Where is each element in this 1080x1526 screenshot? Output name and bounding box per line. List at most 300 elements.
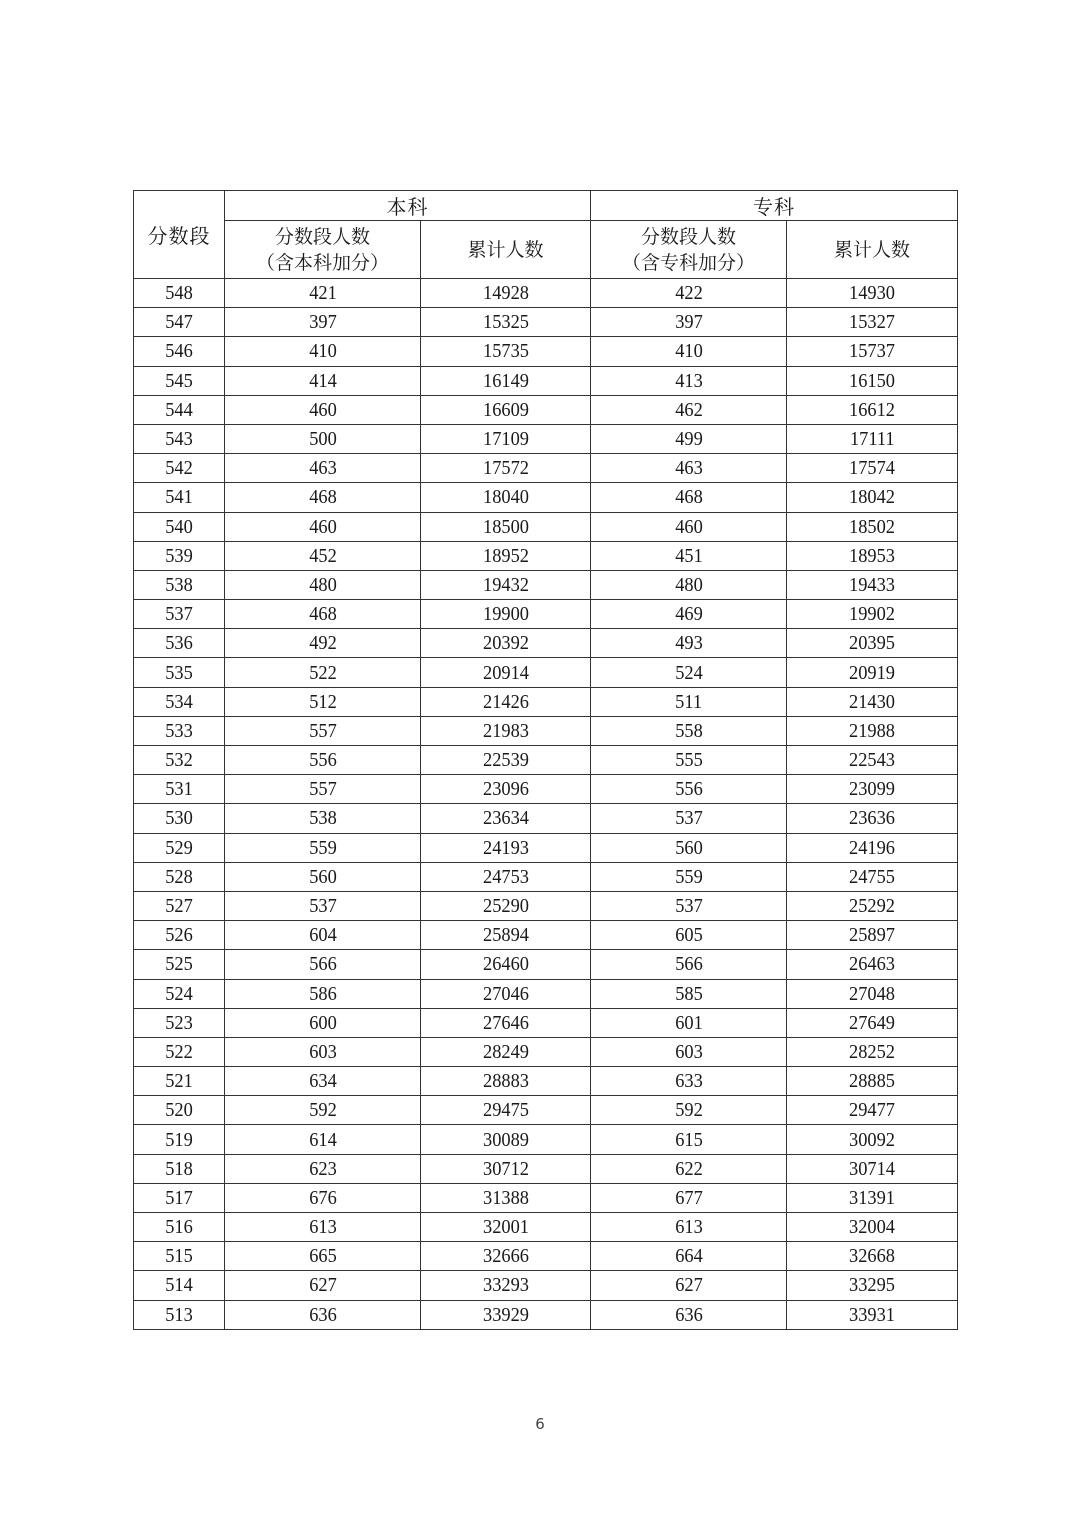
cell-undergraduate-count bbox=[225, 804, 421, 833]
cell-undergraduate-cumulative-value: 25290 bbox=[482, 895, 529, 918]
cell-undergraduate-cumulative-value: 15735 bbox=[482, 340, 529, 363]
cell-vocational-cumulative-value: 25897 bbox=[849, 924, 895, 947]
table-row bbox=[134, 395, 958, 424]
cell-score bbox=[134, 629, 225, 658]
cell-score bbox=[134, 891, 225, 920]
cell-vocational-count bbox=[591, 337, 787, 366]
cell-score bbox=[134, 279, 225, 308]
cell-vocational-cumulative bbox=[787, 1125, 958, 1154]
table-row bbox=[134, 570, 958, 599]
cell-score bbox=[134, 570, 225, 599]
cell-vocational-count bbox=[591, 1125, 787, 1154]
cell-vocational-count bbox=[591, 366, 787, 395]
cell-undergraduate-cumulative bbox=[421, 804, 591, 833]
cell-undergraduate-count bbox=[225, 921, 421, 950]
cell-undergraduate-count bbox=[225, 337, 421, 366]
table-row bbox=[134, 1125, 958, 1154]
cell-undergraduate-cumulative-value: 26460 bbox=[482, 953, 529, 976]
cell-vocational-count-value: 537 bbox=[674, 895, 703, 918]
cell-undergraduate-cumulative-value: 25894 bbox=[482, 924, 529, 947]
cell-vocational-count-value: 677 bbox=[674, 1186, 703, 1209]
cell-undergraduate-count bbox=[225, 1067, 421, 1096]
cell-undergraduate-count bbox=[225, 658, 421, 687]
cell-vocational-count-value: 636 bbox=[674, 1303, 703, 1326]
cell-undergraduate-count bbox=[225, 600, 421, 629]
cell-vocational-cumulative-value: 18953 bbox=[849, 544, 895, 567]
cell-undergraduate-count bbox=[225, 366, 421, 395]
cell-undergraduate-count-value: 559 bbox=[308, 836, 337, 859]
cell-vocational-cumulative bbox=[787, 1213, 958, 1242]
cell-vocational-count bbox=[591, 629, 787, 658]
cell-vocational-cumulative-value: 24196 bbox=[849, 836, 895, 859]
cell-vocational-count bbox=[591, 541, 787, 570]
cell-undergraduate-count-value: 613 bbox=[308, 1216, 337, 1239]
cell-score-value: 519 bbox=[165, 1128, 193, 1151]
cell-vocational-count bbox=[591, 1096, 787, 1125]
cell-undergraduate-cumulative bbox=[421, 1300, 591, 1329]
table-body bbox=[134, 279, 958, 1330]
cell-undergraduate-count-value: 586 bbox=[308, 982, 337, 1005]
cell-vocational-cumulative bbox=[787, 1037, 958, 1066]
cell-undergraduate-cumulative bbox=[421, 629, 591, 658]
cell-vocational-cumulative-value: 30092 bbox=[849, 1128, 895, 1151]
cell-vocational-count-value: 613 bbox=[674, 1216, 703, 1239]
cell-undergraduate-count bbox=[225, 395, 421, 424]
table-row bbox=[134, 1271, 958, 1300]
cell-vocational-cumulative-value: 27048 bbox=[849, 982, 895, 1005]
cell-vocational-count-value: 585 bbox=[674, 982, 703, 1005]
cell-vocational-count bbox=[591, 1037, 787, 1066]
cell-vocational-cumulative bbox=[787, 716, 958, 745]
cell-vocational-cumulative bbox=[787, 337, 958, 366]
cell-undergraduate-count-value: 623 bbox=[308, 1157, 337, 1180]
cell-undergraduate-cumulative bbox=[421, 1125, 591, 1154]
cell-score bbox=[134, 775, 225, 804]
cell-undergraduate-count bbox=[225, 687, 421, 716]
cell-undergraduate-count bbox=[225, 1300, 421, 1329]
cell-vocational-cumulative-value: 15737 bbox=[849, 340, 895, 363]
cell-undergraduate-count bbox=[225, 716, 421, 745]
cell-undergraduate-cumulative bbox=[421, 308, 591, 337]
cell-vocational-count-value: 555 bbox=[674, 749, 703, 772]
cell-vocational-count-value: 524 bbox=[674, 661, 703, 684]
cell-undergraduate-count-value: 512 bbox=[308, 690, 337, 713]
cell-score bbox=[134, 1183, 225, 1212]
cell-undergraduate-cumulative-value: 30712 bbox=[482, 1157, 529, 1180]
cell-undergraduate-cumulative bbox=[421, 1213, 591, 1242]
cell-score-value: 528 bbox=[165, 865, 193, 888]
cell-vocational-count-value: 559 bbox=[674, 865, 703, 888]
cell-undergraduate-count-value: 566 bbox=[308, 953, 337, 976]
header-vocational-count bbox=[591, 221, 787, 279]
cell-undergraduate-cumulative-value: 20392 bbox=[482, 632, 529, 655]
cell-undergraduate-count bbox=[225, 424, 421, 453]
cell-score bbox=[134, 687, 225, 716]
cell-undergraduate-cumulative bbox=[421, 833, 591, 862]
cell-vocational-count-value: 397 bbox=[674, 311, 703, 334]
header-undergraduate-cumulative: 累计人数 bbox=[421, 221, 591, 279]
cell-score bbox=[134, 1037, 225, 1066]
cell-vocational-count-value: 460 bbox=[674, 515, 703, 538]
cell-vocational-cumulative bbox=[787, 746, 958, 775]
cell-undergraduate-count bbox=[225, 1154, 421, 1183]
cell-undergraduate-count-value: 421 bbox=[308, 282, 337, 305]
table-row bbox=[134, 687, 958, 716]
cell-undergraduate-cumulative bbox=[421, 541, 591, 570]
cell-vocational-count bbox=[591, 1154, 787, 1183]
cell-vocational-cumulative-value: 18502 bbox=[849, 515, 895, 538]
cell-vocational-cumulative-value: 23099 bbox=[849, 778, 895, 801]
cell-undergraduate-cumulative bbox=[421, 1008, 591, 1037]
cell-undergraduate-count-value: 592 bbox=[308, 1099, 337, 1122]
cell-score-value: 515 bbox=[165, 1245, 193, 1268]
cell-undergraduate-count bbox=[225, 570, 421, 599]
cell-vocational-cumulative-value: 21430 bbox=[849, 690, 895, 713]
cell-vocational-cumulative-value: 19902 bbox=[849, 603, 895, 626]
cell-vocational-count-value: 413 bbox=[674, 369, 703, 392]
table-row bbox=[134, 921, 958, 950]
cell-undergraduate-cumulative-value: 21983 bbox=[482, 719, 529, 742]
cell-undergraduate-cumulative bbox=[421, 366, 591, 395]
cell-score-value: 544 bbox=[165, 398, 193, 421]
cell-undergraduate-count-value: 634 bbox=[308, 1070, 337, 1093]
cell-vocational-cumulative bbox=[787, 775, 958, 804]
cell-vocational-count-value: 480 bbox=[674, 573, 703, 596]
cell-undergraduate-cumulative-value: 23634 bbox=[482, 807, 529, 830]
cell-vocational-cumulative-value: 20919 bbox=[849, 661, 895, 684]
cell-undergraduate-count bbox=[225, 1037, 421, 1066]
cell-score bbox=[134, 1096, 225, 1125]
cell-vocational-count bbox=[591, 804, 787, 833]
cell-undergraduate-cumulative-value: 29475 bbox=[482, 1099, 529, 1122]
cell-undergraduate-cumulative bbox=[421, 979, 591, 1008]
cell-undergraduate-count-value: 468 bbox=[308, 603, 337, 626]
cell-undergraduate-count-value: 463 bbox=[308, 457, 337, 480]
table-row bbox=[134, 1183, 958, 1212]
cell-undergraduate-count bbox=[225, 1125, 421, 1154]
cell-undergraduate-cumulative-value: 28249 bbox=[482, 1040, 529, 1063]
cell-undergraduate-cumulative bbox=[421, 512, 591, 541]
cell-vocational-cumulative-value: 28885 bbox=[849, 1070, 895, 1093]
cell-undergraduate-cumulative-value: 32001 bbox=[482, 1216, 529, 1239]
cell-vocational-cumulative bbox=[787, 541, 958, 570]
cell-vocational-cumulative-value: 19433 bbox=[849, 573, 895, 596]
cell-score bbox=[134, 483, 225, 512]
cell-vocational-count-value: 592 bbox=[674, 1099, 703, 1122]
cell-score-value: 530 bbox=[165, 807, 193, 830]
header-score-segment: 分数段 bbox=[134, 191, 225, 279]
cell-score bbox=[134, 1008, 225, 1037]
cell-vocational-cumulative bbox=[787, 891, 958, 920]
cell-undergraduate-count-value: 468 bbox=[308, 486, 337, 509]
cell-undergraduate-count bbox=[225, 746, 421, 775]
cell-undergraduate-cumulative bbox=[421, 950, 591, 979]
cell-vocational-cumulative-value: 16612 bbox=[849, 398, 895, 421]
cell-vocational-count bbox=[591, 600, 787, 629]
cell-vocational-count-value: 622 bbox=[674, 1157, 703, 1180]
cell-vocational-count-value: 463 bbox=[674, 457, 703, 480]
cell-undergraduate-cumulative bbox=[421, 716, 591, 745]
cell-score-value: 547 bbox=[165, 311, 193, 334]
table-row bbox=[134, 541, 958, 570]
table-row bbox=[134, 279, 958, 308]
table-row bbox=[134, 862, 958, 891]
cell-undergraduate-cumulative bbox=[421, 746, 591, 775]
cell-vocational-cumulative bbox=[787, 483, 958, 512]
table-row bbox=[134, 658, 958, 687]
cell-vocational-count bbox=[591, 716, 787, 745]
cell-vocational-count bbox=[591, 891, 787, 920]
cell-undergraduate-cumulative-value: 27646 bbox=[482, 1011, 529, 1034]
cell-score-value: 532 bbox=[165, 749, 193, 772]
cell-undergraduate-cumulative bbox=[421, 279, 591, 308]
cell-undergraduate-cumulative-value: 23096 bbox=[482, 778, 529, 801]
cell-vocational-cumulative bbox=[787, 1008, 958, 1037]
cell-vocational-cumulative bbox=[787, 570, 958, 599]
cell-undergraduate-cumulative bbox=[421, 600, 591, 629]
cell-vocational-count bbox=[591, 1242, 787, 1271]
cell-score-value: 534 bbox=[165, 690, 193, 713]
cell-score-value: 516 bbox=[165, 1216, 193, 1239]
table-row bbox=[134, 979, 958, 1008]
cell-score-value: 535 bbox=[165, 661, 193, 684]
table-row bbox=[134, 746, 958, 775]
cell-undergraduate-cumulative bbox=[421, 921, 591, 950]
cell-vocational-cumulative-value: 32004 bbox=[849, 1216, 895, 1239]
cell-vocational-cumulative bbox=[787, 921, 958, 950]
cell-undergraduate-cumulative-value: 33929 bbox=[482, 1303, 529, 1326]
cell-vocational-cumulative bbox=[787, 279, 958, 308]
cell-vocational-cumulative-value: 16150 bbox=[849, 369, 895, 392]
cell-vocational-count bbox=[591, 833, 787, 862]
cell-undergraduate-cumulative-value: 21426 bbox=[482, 690, 529, 713]
cell-vocational-count-value: 469 bbox=[674, 603, 703, 626]
cell-score-value: 538 bbox=[165, 573, 193, 596]
header-vocational-count-line1: 分数段人数 bbox=[640, 225, 736, 248]
cell-vocational-count-value: 601 bbox=[674, 1011, 703, 1034]
cell-score bbox=[134, 921, 225, 950]
cell-vocational-cumulative bbox=[787, 687, 958, 716]
cell-vocational-cumulative-value: 26463 bbox=[849, 953, 895, 976]
cell-undergraduate-count bbox=[225, 833, 421, 862]
cell-score bbox=[134, 950, 225, 979]
cell-score bbox=[134, 658, 225, 687]
table-row bbox=[134, 366, 958, 395]
cell-score-value: 523 bbox=[165, 1011, 193, 1034]
cell-undergraduate-cumulative-value: 19432 bbox=[482, 573, 529, 596]
cell-undergraduate-count bbox=[225, 1271, 421, 1300]
cell-vocational-count bbox=[591, 454, 787, 483]
cell-vocational-cumulative bbox=[787, 833, 958, 862]
cell-vocational-count bbox=[591, 746, 787, 775]
table-row bbox=[134, 512, 958, 541]
header-vocational-count-line2: （含专科加分） bbox=[621, 251, 755, 274]
cell-undergraduate-cumulative bbox=[421, 1183, 591, 1212]
cell-score-value: 537 bbox=[165, 603, 193, 626]
cell-undergraduate-cumulative bbox=[421, 687, 591, 716]
header-undergraduate-count-line1: 分数段人数 bbox=[274, 225, 370, 248]
cell-vocational-cumulative bbox=[787, 308, 958, 337]
cell-undergraduate-count-value: 500 bbox=[308, 428, 337, 451]
cell-undergraduate-cumulative bbox=[421, 1154, 591, 1183]
table-row bbox=[134, 337, 958, 366]
cell-score bbox=[134, 746, 225, 775]
cell-vocational-count bbox=[591, 979, 787, 1008]
cell-undergraduate-count-value: 665 bbox=[308, 1245, 337, 1268]
cell-score bbox=[134, 454, 225, 483]
cell-undergraduate-count bbox=[225, 1183, 421, 1212]
cell-vocational-cumulative bbox=[787, 1154, 958, 1183]
cell-vocational-cumulative-value: 29477 bbox=[849, 1099, 895, 1122]
cell-vocational-cumulative bbox=[787, 1271, 958, 1300]
cell-undergraduate-cumulative bbox=[421, 775, 591, 804]
cell-undergraduate-count bbox=[225, 775, 421, 804]
cell-score-value: 539 bbox=[165, 544, 193, 567]
cell-undergraduate-count bbox=[225, 629, 421, 658]
cell-undergraduate-count bbox=[225, 483, 421, 512]
cell-score bbox=[134, 1125, 225, 1154]
cell-vocational-count-value: 560 bbox=[674, 836, 703, 859]
cell-vocational-count bbox=[591, 1008, 787, 1037]
cell-undergraduate-cumulative-value: 16609 bbox=[482, 398, 529, 421]
cell-vocational-count bbox=[591, 1300, 787, 1329]
cell-undergraduate-cumulative-value: 17109 bbox=[482, 428, 529, 451]
cell-undergraduate-count bbox=[225, 512, 421, 541]
page-number: 6 bbox=[535, 1415, 545, 1433]
cell-vocational-count-value: 627 bbox=[674, 1274, 703, 1297]
cell-score bbox=[134, 833, 225, 862]
cell-vocational-cumulative-value: 17574 bbox=[849, 457, 895, 480]
cell-undergraduate-cumulative bbox=[421, 1271, 591, 1300]
cell-undergraduate-cumulative-value: 19900 bbox=[482, 603, 529, 626]
cell-undergraduate-cumulative bbox=[421, 1242, 591, 1271]
cell-score-value: 542 bbox=[165, 457, 193, 480]
cell-undergraduate-cumulative-value: 15325 bbox=[482, 311, 529, 334]
cell-undergraduate-count bbox=[225, 454, 421, 483]
cell-vocational-count-value: 493 bbox=[674, 632, 703, 655]
cell-score-value: 524 bbox=[165, 982, 193, 1005]
table-row bbox=[134, 833, 958, 862]
cell-score bbox=[134, 395, 225, 424]
cell-vocational-count bbox=[591, 395, 787, 424]
cell-score bbox=[134, 308, 225, 337]
cell-undergraduate-cumulative-value: 24193 bbox=[482, 836, 529, 859]
cell-score-value: 533 bbox=[165, 719, 193, 742]
cell-vocational-cumulative-value: 30714 bbox=[849, 1157, 895, 1180]
cell-undergraduate-count bbox=[225, 1008, 421, 1037]
cell-undergraduate-cumulative-value: 28883 bbox=[482, 1070, 529, 1093]
cell-vocational-cumulative bbox=[787, 424, 958, 453]
cell-undergraduate-count-value: 480 bbox=[308, 573, 337, 596]
cell-vocational-count-value: 556 bbox=[674, 778, 703, 801]
header-vocational-group: 专科 bbox=[591, 191, 958, 221]
cell-score bbox=[134, 1271, 225, 1300]
cell-score-value: 545 bbox=[165, 369, 193, 392]
cell-score-value: 531 bbox=[165, 778, 193, 801]
cell-vocational-cumulative bbox=[787, 600, 958, 629]
cell-vocational-cumulative-value: 28252 bbox=[849, 1040, 895, 1063]
cell-vocational-count-value: 633 bbox=[674, 1070, 703, 1093]
cell-undergraduate-cumulative bbox=[421, 1096, 591, 1125]
cell-vocational-cumulative-value: 24755 bbox=[849, 865, 895, 888]
cell-vocational-cumulative bbox=[787, 1096, 958, 1125]
cell-score bbox=[134, 512, 225, 541]
cell-vocational-count-value: 511 bbox=[675, 690, 702, 713]
cell-undergraduate-cumulative-value: 20914 bbox=[482, 661, 529, 684]
cell-vocational-count-value: 615 bbox=[674, 1128, 703, 1151]
cell-undergraduate-count-value: 556 bbox=[308, 749, 337, 772]
cell-undergraduate-count bbox=[225, 1242, 421, 1271]
cell-undergraduate-count-value: 460 bbox=[308, 398, 337, 421]
cell-vocational-cumulative bbox=[787, 395, 958, 424]
cell-vocational-cumulative bbox=[787, 1300, 958, 1329]
table-row bbox=[134, 308, 958, 337]
cell-undergraduate-cumulative-value: 32666 bbox=[482, 1245, 529, 1268]
cell-vocational-cumulative bbox=[787, 454, 958, 483]
cell-undergraduate-cumulative-value: 18500 bbox=[482, 515, 529, 538]
cell-score bbox=[134, 424, 225, 453]
cell-vocational-cumulative-value: 32668 bbox=[849, 1245, 895, 1268]
cell-score bbox=[134, 366, 225, 395]
table-row bbox=[134, 1154, 958, 1183]
cell-vocational-count bbox=[591, 862, 787, 891]
cell-vocational-cumulative-value: 33931 bbox=[849, 1303, 895, 1326]
cell-undergraduate-count-value: 600 bbox=[308, 1011, 337, 1034]
cell-undergraduate-count-value: 560 bbox=[308, 865, 337, 888]
cell-undergraduate-count bbox=[225, 979, 421, 1008]
cell-score-value: 548 bbox=[165, 282, 193, 305]
cell-score bbox=[134, 1067, 225, 1096]
cell-undergraduate-count bbox=[225, 1213, 421, 1242]
cell-score-value: 546 bbox=[165, 340, 193, 363]
cell-score bbox=[134, 1213, 225, 1242]
cell-score bbox=[134, 1154, 225, 1183]
cell-undergraduate-cumulative-value: 22539 bbox=[482, 749, 529, 772]
cell-vocational-count bbox=[591, 775, 787, 804]
cell-undergraduate-count-value: 522 bbox=[308, 661, 337, 684]
cell-vocational-cumulative-value: 20395 bbox=[849, 632, 895, 655]
cell-undergraduate-count bbox=[225, 541, 421, 570]
cell-undergraduate-cumulative bbox=[421, 862, 591, 891]
cell-undergraduate-count-value: 460 bbox=[308, 515, 337, 538]
cell-undergraduate-cumulative bbox=[421, 424, 591, 453]
cell-vocational-cumulative bbox=[787, 979, 958, 1008]
table-row bbox=[134, 804, 958, 833]
table-row bbox=[134, 1067, 958, 1096]
cell-vocational-cumulative bbox=[787, 629, 958, 658]
table-header bbox=[134, 191, 958, 279]
header-undergraduate-group: 本科 bbox=[225, 191, 591, 221]
cell-undergraduate-count-value: 410 bbox=[308, 340, 337, 363]
cell-undergraduate-count bbox=[225, 862, 421, 891]
cell-vocational-count-value: 605 bbox=[674, 924, 703, 947]
cell-undergraduate-count-value: 614 bbox=[308, 1128, 337, 1151]
cell-score bbox=[134, 804, 225, 833]
cell-vocational-count-value: 664 bbox=[674, 1245, 703, 1268]
table-row bbox=[134, 891, 958, 920]
cell-undergraduate-cumulative bbox=[421, 1067, 591, 1096]
table-row bbox=[134, 600, 958, 629]
cell-score bbox=[134, 600, 225, 629]
table-row bbox=[134, 716, 958, 745]
cell-vocational-count bbox=[591, 1067, 787, 1096]
cell-undergraduate-cumulative-value: 18952 bbox=[482, 544, 529, 567]
cell-vocational-count bbox=[591, 1213, 787, 1242]
cell-undergraduate-cumulative bbox=[421, 337, 591, 366]
cell-vocational-count-value: 410 bbox=[674, 340, 703, 363]
table-row bbox=[134, 1242, 958, 1271]
cell-vocational-count bbox=[591, 687, 787, 716]
